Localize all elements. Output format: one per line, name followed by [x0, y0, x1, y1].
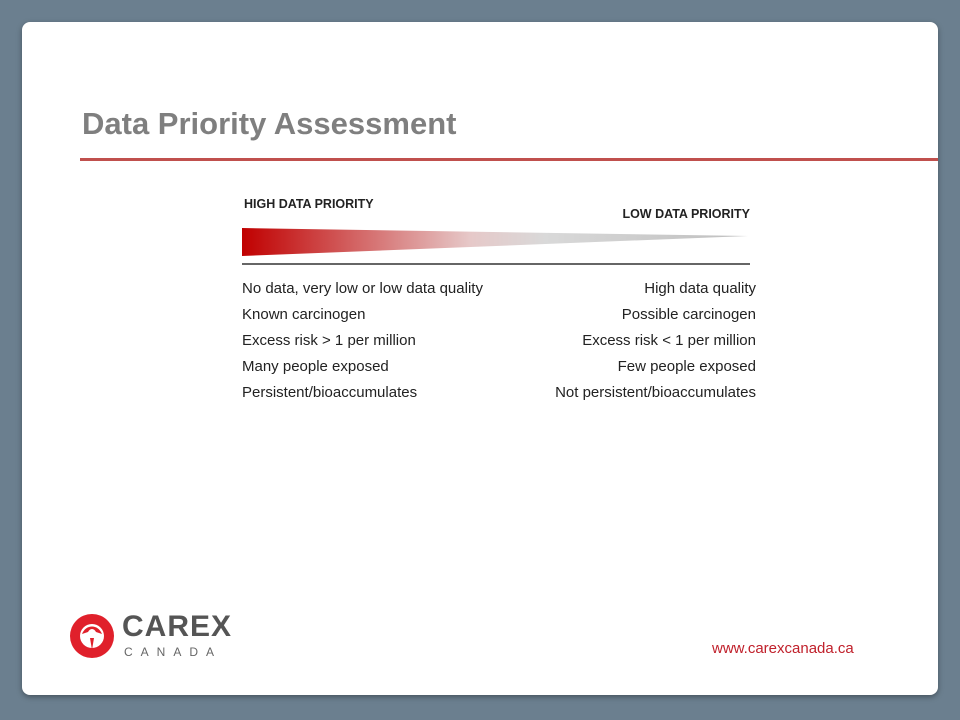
criteria-row [242, 328, 756, 354]
criteria-row [242, 354, 756, 380]
low-priority-criterion: Not persistent/bioaccumulates [555, 384, 756, 401]
low-priority-criterion: High data quality [644, 280, 756, 297]
slide-title: Data Priority Assessment [82, 106, 457, 141]
priority-gradient-wedge [242, 226, 754, 268]
high-priority-label: HIGH DATA PRIORITY [244, 197, 374, 211]
high-priority-criterion: Persistent/bioaccumulates [242, 384, 418, 401]
low-priority-criterion: Excess risk < 1 per million [582, 332, 756, 349]
criteria-row [242, 302, 756, 328]
carex-logo [68, 610, 238, 662]
gradient-wedge-shape [242, 228, 748, 256]
high-priority-criterion: No data, very low or low data quality [242, 280, 483, 297]
low-priority-criterion: Few people exposed [617, 358, 756, 375]
low-priority-label: LOW DATA PRIORITY [622, 207, 750, 221]
criteria-list [242, 276, 756, 406]
slide [22, 22, 938, 695]
high-priority-criterion: Known carcinogen [242, 306, 366, 323]
high-priority-criterion: Many people exposed [242, 358, 389, 375]
high-priority-criterion: Excess risk > 1 per million [242, 332, 416, 349]
low-priority-criterion: Possible carcinogen [621, 306, 756, 323]
criteria-row [242, 380, 756, 406]
title-divider [80, 158, 938, 161]
criteria-row [242, 276, 756, 302]
carex-logo-mark-icon [68, 612, 116, 660]
website-link[interactable]: www.carexcanada.ca [712, 640, 854, 657]
priority-figure [240, 192, 760, 407]
logo-subtitle: CANADA [124, 645, 223, 659]
logo-wordmark: CAREX [122, 610, 233, 643]
